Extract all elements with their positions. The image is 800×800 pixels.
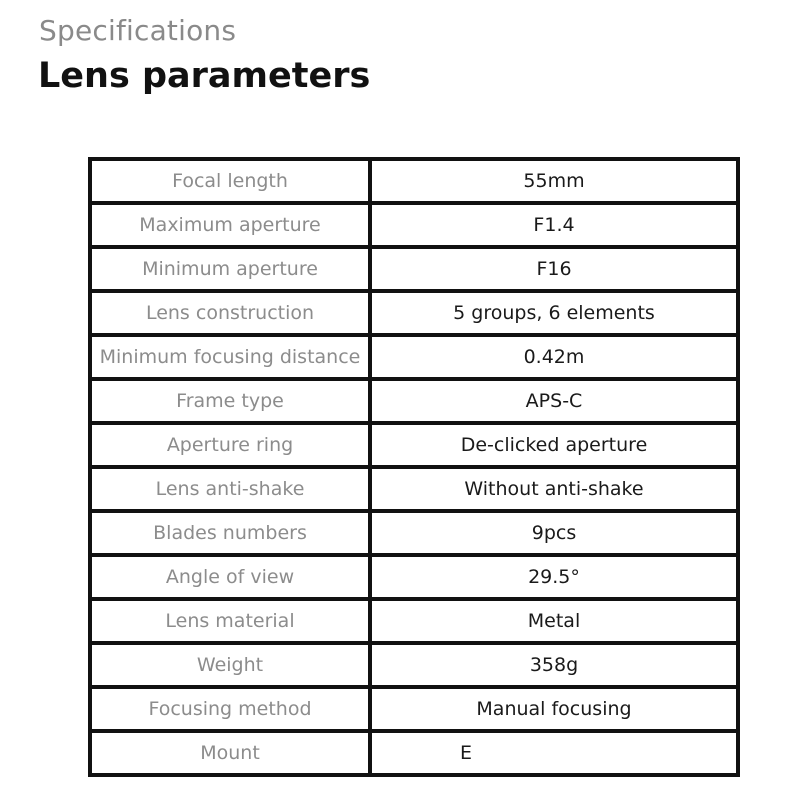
table-row xyxy=(90,159,738,203)
spec-label: Mount xyxy=(90,731,370,775)
table-row xyxy=(90,643,738,687)
table-row xyxy=(90,467,738,511)
spec-label: Minimum aperture xyxy=(90,247,370,291)
spec-label: Lens anti-shake xyxy=(90,467,370,511)
spec-value: F16 xyxy=(370,247,738,291)
spec-value: Without anti-shake xyxy=(370,467,738,511)
table-row xyxy=(90,599,738,643)
table-row xyxy=(90,291,738,335)
spec-value: 9pcs xyxy=(370,511,738,555)
spec-value: 5 groups, 6 elements xyxy=(370,291,738,335)
spec-value: F1.4 xyxy=(370,203,738,247)
table-row xyxy=(90,555,738,599)
table-row xyxy=(90,247,738,291)
spec-value: 29.5° xyxy=(370,555,738,599)
spec-label: Angle of view xyxy=(90,555,370,599)
spec-value: 55mm xyxy=(370,159,738,203)
specifications-table xyxy=(88,157,740,777)
spec-label: Maximum aperture xyxy=(90,203,370,247)
spec-label: Lens material xyxy=(90,599,370,643)
table-row xyxy=(90,379,738,423)
spec-value: E xyxy=(370,731,738,775)
page-title: Lens parameters xyxy=(38,56,371,96)
spec-label: Blades numbers xyxy=(90,511,370,555)
spec-label: Focusing method xyxy=(90,687,370,731)
spec-value: Manual focusing xyxy=(370,687,738,731)
spec-label: Weight xyxy=(90,643,370,687)
table-row xyxy=(90,203,738,247)
spec-value: Metal xyxy=(370,599,738,643)
table-row xyxy=(90,511,738,555)
spec-label: Frame type xyxy=(90,379,370,423)
spec-value: APS-C xyxy=(370,379,738,423)
table-row xyxy=(90,423,738,467)
spec-value: 358g xyxy=(370,643,738,687)
spec-value: De-clicked aperture xyxy=(370,423,738,467)
spec-label: Minimum focusing distance xyxy=(90,335,370,379)
spec-label: Lens construction xyxy=(90,291,370,335)
table-row xyxy=(90,731,738,775)
table-row xyxy=(90,687,738,731)
spec-value: 0.42m xyxy=(370,335,738,379)
spec-label: Aperture ring xyxy=(90,423,370,467)
section-subtitle: Specifications xyxy=(39,14,237,47)
spec-label: Focal length xyxy=(90,159,370,203)
table-row xyxy=(90,335,738,379)
